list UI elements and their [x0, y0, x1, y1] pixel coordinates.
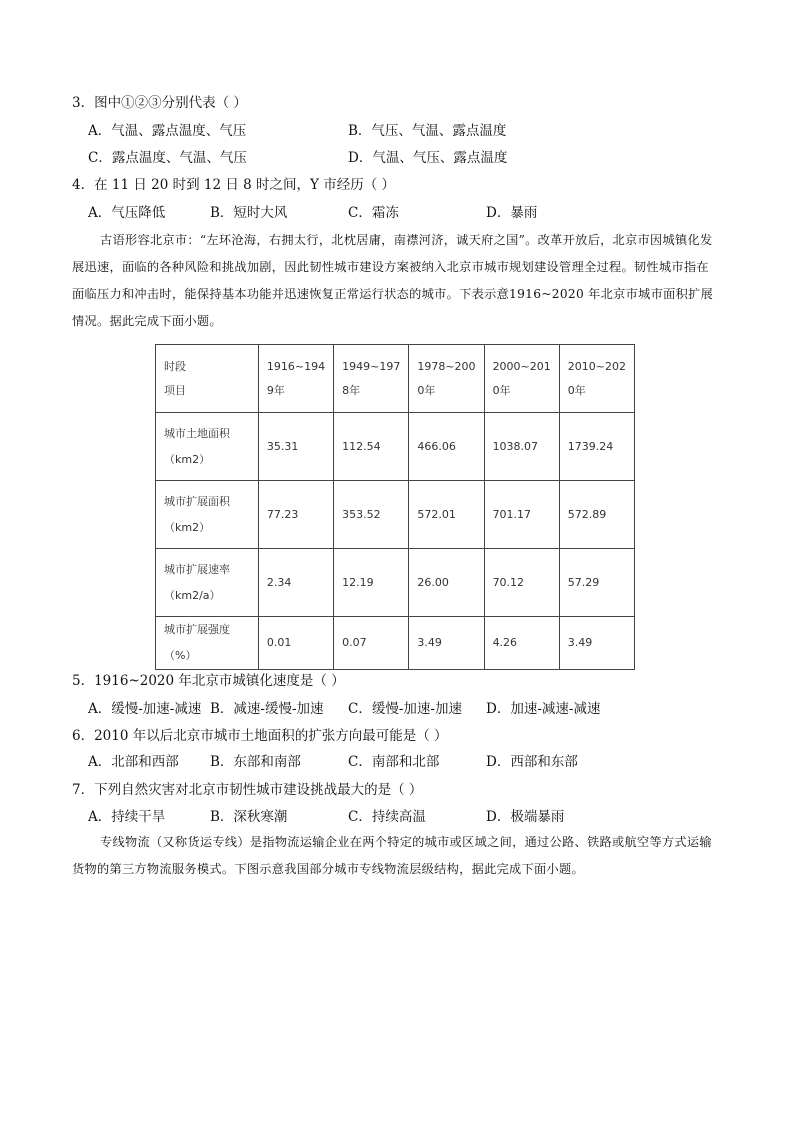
- table-cell: 353.52: [334, 481, 409, 549]
- question-5-option-a[interactable]: A．缓慢-加速-减速: [88, 701, 202, 717]
- table-row: [156, 617, 635, 670]
- question-6-option-c[interactable]: C．南部和北部: [348, 754, 440, 770]
- period-line-1: 2010~202: [567, 359, 626, 373]
- table-header-period: [334, 345, 409, 413]
- table-cell: 0.01: [258, 617, 333, 670]
- table-row: [156, 413, 635, 481]
- table-cell: 112.54: [334, 413, 409, 481]
- corner-label-item: 项目: [164, 383, 186, 397]
- table-cell: 3.49: [409, 617, 484, 670]
- question-7-option-b[interactable]: B．深秋寒潮: [210, 809, 288, 825]
- period-line-1: 2000~201: [492, 359, 551, 373]
- period-line-1: 1949~197: [342, 359, 401, 373]
- question-5-stem: 5．1916~2020 年北京市城镇化速度是（ ）: [72, 673, 345, 689]
- beijing-urban-area-table: [155, 344, 635, 670]
- table-cell: 572.01: [409, 481, 484, 549]
- period-line-2: 8年: [342, 383, 361, 397]
- question-3-option-c[interactable]: C．露点温度、气温、气压: [88, 150, 247, 166]
- intro-paragraph-logistics-text: 专线物流（又称货运专线）是指物流运输企业在两个特定的城市或区域之间，通过公路、铁路或航空等方式运输货物的第三方物流服务模式。下图示意我国部分城市专线物流层级结构，据此完成下面小题。: [72, 835, 712, 876]
- table-row: [156, 549, 635, 617]
- table-cell: 70.12: [484, 549, 559, 617]
- table-cell: 1739.24: [559, 413, 634, 481]
- table-header-period: [484, 345, 559, 413]
- question-5-option-b[interactable]: B．减速-缓慢-加速: [210, 701, 324, 717]
- row-label-line-1: 城市扩展强度（%）: [164, 623, 230, 662]
- intro-paragraph-beijing: [72, 227, 720, 335]
- question-6-option-a[interactable]: A．北部和西部: [88, 754, 179, 770]
- row-label-line-1: 城市扩展速率: [164, 562, 230, 576]
- question-3-option-d[interactable]: D．气温、气压、露点温度: [348, 150, 508, 166]
- row-label-line-2: （km2）: [164, 520, 211, 534]
- period-line-1: 1978~200: [417, 359, 476, 373]
- row-label-line-2: （km2/a）: [164, 588, 221, 602]
- table-header-period: [258, 345, 333, 413]
- period-line-1: 1916~194: [266, 359, 326, 373]
- question-4-option-c[interactable]: C．霜冻: [348, 205, 399, 221]
- table-cell: 701.17: [484, 481, 559, 549]
- question-3-option-b[interactable]: B．气压、气温、露点温度: [348, 123, 507, 139]
- question-7-option-c[interactable]: C．持续高温: [348, 809, 426, 825]
- row-label-cell: [156, 617, 259, 670]
- question-7-stem: 7．下列自然灾害对北京市韧性城市建设挑战最大的是（ ）: [72, 782, 423, 798]
- question-4-option-d[interactable]: D．暴雨: [486, 205, 538, 221]
- question-4-stem: 4．在 11 日 20 时到 12 日 8 时之间，Y 市经历（ ）: [72, 177, 396, 193]
- table-header-period: [409, 345, 484, 413]
- question-6-stem: 6．2010 年以后北京市城市土地面积的扩张方向最可能是（ ）: [72, 728, 448, 744]
- question-4-option-b[interactable]: B．短时大风: [210, 205, 288, 221]
- table-cell: 4.26: [484, 617, 559, 670]
- row-label-line-2: （km2）: [164, 452, 211, 466]
- corner-label-period: 时段: [164, 359, 186, 373]
- row-label-cell: [156, 481, 259, 549]
- row-label-cell: [156, 549, 259, 617]
- table-cell: 3.49: [559, 617, 634, 670]
- question-3-stem: 3．图中①②③分别代表（ ）: [72, 95, 247, 111]
- table-cell: 1038.07: [484, 413, 559, 481]
- table-header-period: [559, 345, 634, 413]
- table-cell: 466.06: [409, 413, 484, 481]
- table-cell: 77.23: [258, 481, 333, 549]
- question-7-option-d[interactable]: D．极端暴雨: [486, 809, 565, 825]
- intro-paragraph-logistics: [72, 829, 720, 883]
- table-cell: 572.89: [559, 481, 634, 549]
- question-7-option-a[interactable]: A．持续干旱: [88, 809, 166, 825]
- intro-paragraph-beijing-text: 古语形容北京市：“左环沧海，右拥太行，北枕居庸，南襟河济，诚天府之国”。改革开放后，北京市因城镇化发展迅速，面临的各种风险和挑战加剧，因此韧性城市建设方案被纳入北京市城市规划建设管理全过程。韧性城市指在面临压力和冲击时，能保持基本功能并迅速恢复正常运行状态的城市。下表示意1916~2020 年北京市城市面积扩展情况。据此完成下面小题。: [72, 233, 714, 328]
- table-row: [156, 481, 635, 549]
- question-4-option-a[interactable]: A．气压降低: [88, 205, 166, 221]
- row-label-line-1: 城市土地面积: [164, 426, 230, 440]
- row-label-cell: [156, 413, 259, 481]
- table-cell: 57.29: [559, 549, 634, 617]
- table-header-row: [156, 345, 635, 413]
- period-line-2: 9年: [266, 383, 285, 397]
- question-6-option-d[interactable]: D．西部和东部: [486, 754, 578, 770]
- table-cell: 12.19: [334, 549, 409, 617]
- table-cell: 26.00: [409, 549, 484, 617]
- row-label-line-1: 城市扩展面积: [164, 494, 230, 508]
- period-line-2: 0年: [492, 383, 511, 397]
- table-cell: 2.34: [258, 549, 333, 617]
- question-6-option-b[interactable]: B．东部和南部: [210, 754, 301, 770]
- table-corner-cell: [156, 345, 259, 413]
- question-5-option-c[interactable]: C．缓慢-加速-加速: [348, 701, 462, 717]
- question-3-option-a[interactable]: A．气温、露点温度、气压: [88, 123, 247, 139]
- table-cell: 0.07: [334, 617, 409, 670]
- period-line-2: 0年: [417, 383, 436, 397]
- table-cell: 35.31: [258, 413, 333, 481]
- question-5-option-d[interactable]: D．加速-减速-减速: [486, 701, 601, 717]
- period-line-2: 0年: [567, 383, 586, 397]
